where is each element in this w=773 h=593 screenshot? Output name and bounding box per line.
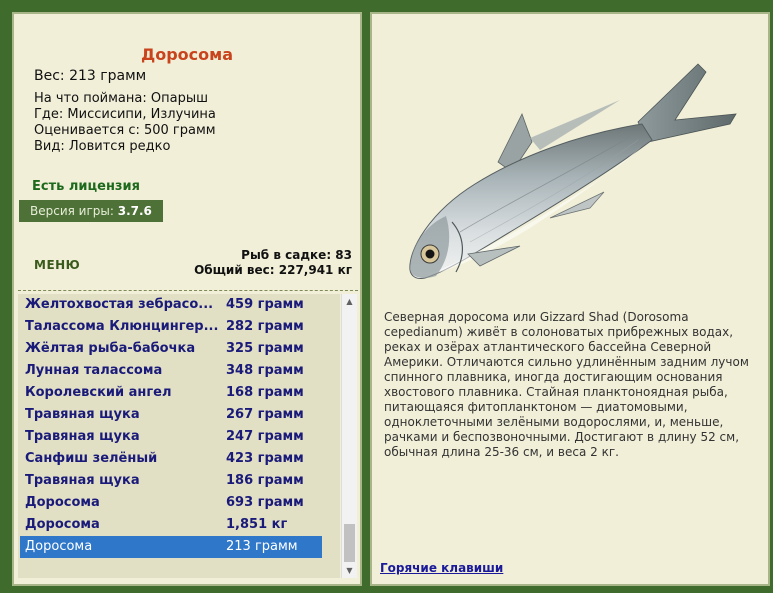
total-weight: Общий вес: 227,941 кг [194,263,352,277]
fish-weight-value: 247 грамм [226,429,304,444]
fish-detail-panel [370,12,770,586]
fish-weight-value: 267 грамм [226,407,304,422]
fish-name: Травяная щука [25,429,140,444]
list-item[interactable] [18,492,340,514]
fish-title: Доросома [140,45,234,64]
list-item[interactable] [18,294,340,316]
gizzard-shad-illustration [380,22,764,312]
menu-button[interactable]: МЕНЮ [34,258,81,272]
fish-weight: Вес: 213 грамм [34,68,147,84]
fish-description: Северная доросома или Gizzard Shad (Dorosoma cepedianum) живёт в солоноватых прибрежных водах, реках и озёрах атлантического бассейна Северной Америки. Отличаются сильно удлинённым задним лучом спинного плавника, иногда достигающим основания хвостового плавника. Стайная планктоноядная рыба, питающаяся фитопланктоном — диатомовыми, одноклеточными зелёными водорослями, и, меньше, рачками и беспозвоночными. Достигают в длину 52 см, обычная длина 25-36 см, и веса 2 кг. [384,310,749,459]
fish-weight-value: 459 грамм [226,297,304,312]
fish-weight-value: 1,851 кг [226,517,288,532]
list-item[interactable] [18,382,340,404]
list-item[interactable] [18,470,340,492]
catch-list-scrollbar[interactable] [341,294,357,578]
fish-count: Рыб в садке: 83 [241,248,352,262]
game-version [19,200,163,222]
fish-weight-value: 168 грамм [226,385,304,400]
valued-from: Оценивается с: 500 грамм [34,123,216,138]
caught-with: На что поймана: Опарыш [34,91,208,106]
fish-weight-value: 213 грамм [226,539,298,554]
catch-location: Где: Миссисипи, Излучина [34,107,216,122]
fish-weight-value: 282 грамм [226,319,304,334]
fish-name: Санфиш зелёный [25,451,158,466]
fish-name: Доросома [25,495,100,510]
fish-weight-value: 186 грамм [226,473,304,488]
scroll-up-icon[interactable]: ▲ [346,297,353,306]
list-item[interactable] [18,360,340,382]
fish-image [380,22,764,312]
fish-name: Доросома [25,517,100,532]
fish-name: Травяная щука [25,473,140,488]
divider [18,290,358,291]
fish-kind: Вид: Ловится редко [34,139,171,154]
scroll-down-icon[interactable]: ▼ [346,566,353,575]
list-item[interactable] [18,338,340,360]
version-value: 3.7.6 [117,204,152,218]
list-item[interactable] [18,514,340,536]
list-item[interactable] [18,404,340,426]
scroll-thumb[interactable] [344,524,355,562]
fish-name: Желтохвостая зебрасо... [25,297,214,312]
fish-name: Доросома [25,539,93,554]
fish-weight-value: 423 грамм [226,451,304,466]
fish-weight-value: 348 грамм [226,363,304,378]
fish-name: Лунная талассома [25,363,163,378]
fish-name: Травяная щука [25,407,140,422]
hotkeys-link[interactable]: Горячие клавиши [380,561,504,575]
list-item[interactable] [18,448,340,470]
fish-name: Жёлтая рыба-бабочка [25,341,196,356]
fish-info-panel [12,12,362,586]
fish-name: Королевский ангел [25,385,172,400]
fish-weight-value: 693 грамм [226,495,304,510]
version-label: Версия игры: [30,204,118,218]
catch-list[interactable] [18,294,340,578]
list-item[interactable] [18,316,340,338]
fish-weight-value: 325 грамм [226,341,304,356]
list-item[interactable] [20,536,322,558]
list-item[interactable] [18,426,340,448]
fish-name: Талассома Клюнцингер... [25,319,219,334]
license-status: Есть лицензия [32,179,140,194]
